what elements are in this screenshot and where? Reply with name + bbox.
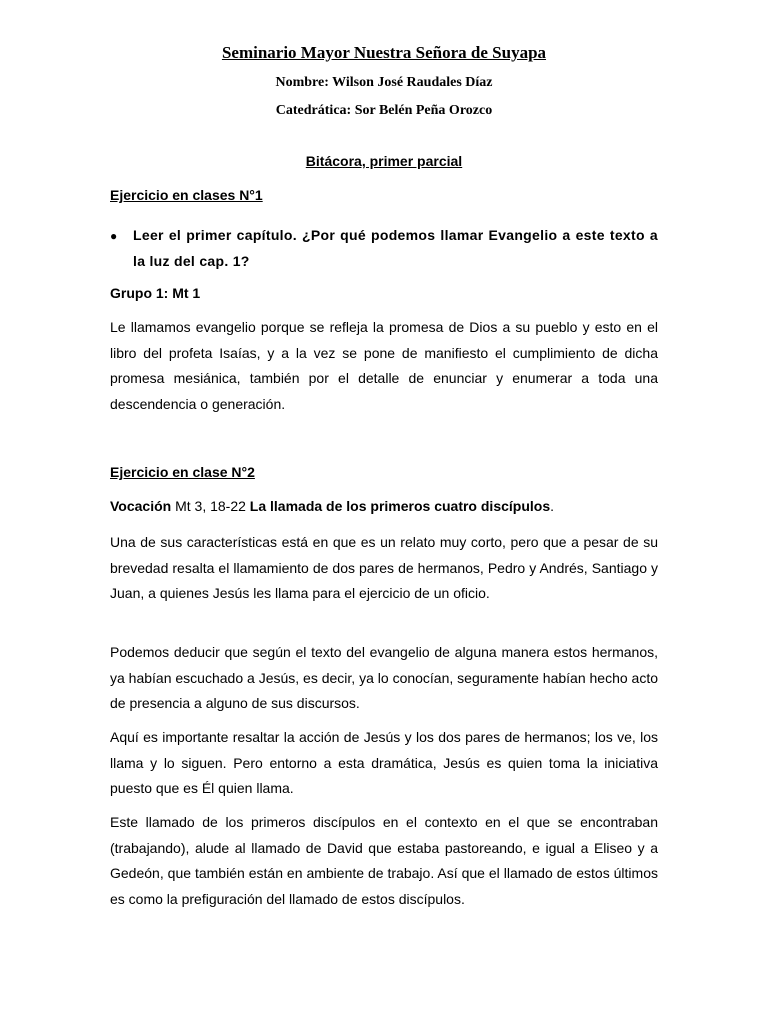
paragraph: Este llamado de los primeros discípulos en el contexto en el que se encontraban (trabajando), alude al llamado de David que estaba pastoreando, e igual a Eliseo y a Gedeón, que también están en ambiente de trabajo. Así que el llamado de estos últimos es como la prefiguración del llamado de estos discípulos.	[110, 814, 658, 907]
bullet-icon: ●	[110, 229, 118, 243]
paragraph: Aquí es importante resaltar la acción de Jesús y los dos pares de hermanos; los ve, los llama y lo siguen. Pero entorno a esta dramática, Jesús es quien toma la iniciativa puesto que es Él quien llama.	[110, 729, 658, 796]
vocation-line	[110, 498, 554, 514]
teacher-name: Catedrática: Sor Belén Peña Orozco	[275, 103, 493, 118]
vocation-ref: Mt 3, 18-22	[171, 498, 250, 514]
vocation-title: La llamada de los primeros cuatro discípulos	[249, 498, 551, 514]
exercise2-heading: Ejercicio en clase N°2	[110, 464, 255, 480]
paragraph: Podemos deducir que según el texto del evangelio de alguna manera estos hermanos, ya habían escuchado a Jesús, es decir, ya lo conocían, seguramente habían hecho acto de presencia a alguno de sus discursos.	[110, 644, 658, 711]
vocation-label: Vocación	[110, 498, 172, 514]
section-title: Bitácora, primer parcial	[305, 153, 463, 169]
student-name: Nombre: Wilson José Raudales Díaz	[275, 75, 493, 90]
document-title: Seminario Mayor Nuestra Señora de Suyapa	[221, 43, 547, 62]
exercise1-answer: Le llamamos evangelio porque se refleja la promesa de Dios a su pueblo y esto en el libro del profeta Isaías, y a la vez se pone de manifiesto el cumplimiento de dicha promesa mesiánica, también por el detalle de enunciar y enumerar a toda una descendencia o generación.	[110, 319, 658, 412]
vocation-end: .	[550, 498, 554, 514]
paragraph: Una de sus características está en que es un relato muy corto, pero que a pesar de su brevedad resalta el llamamiento de dos pares de hermanos, Pedro y Andrés, Santiago y Juan, a quienes Jesús les llama para el ejercicio de un oficio.	[110, 534, 658, 601]
exercise1-question: Leer el primer capítulo. ¿Por qué podemos llamar Evangelio a este texto a la luz del cap. 1?	[133, 227, 658, 269]
exercise1-heading: Ejercicio en clases N°1	[110, 187, 263, 203]
group-heading: Grupo 1: Mt 1	[110, 285, 201, 301]
